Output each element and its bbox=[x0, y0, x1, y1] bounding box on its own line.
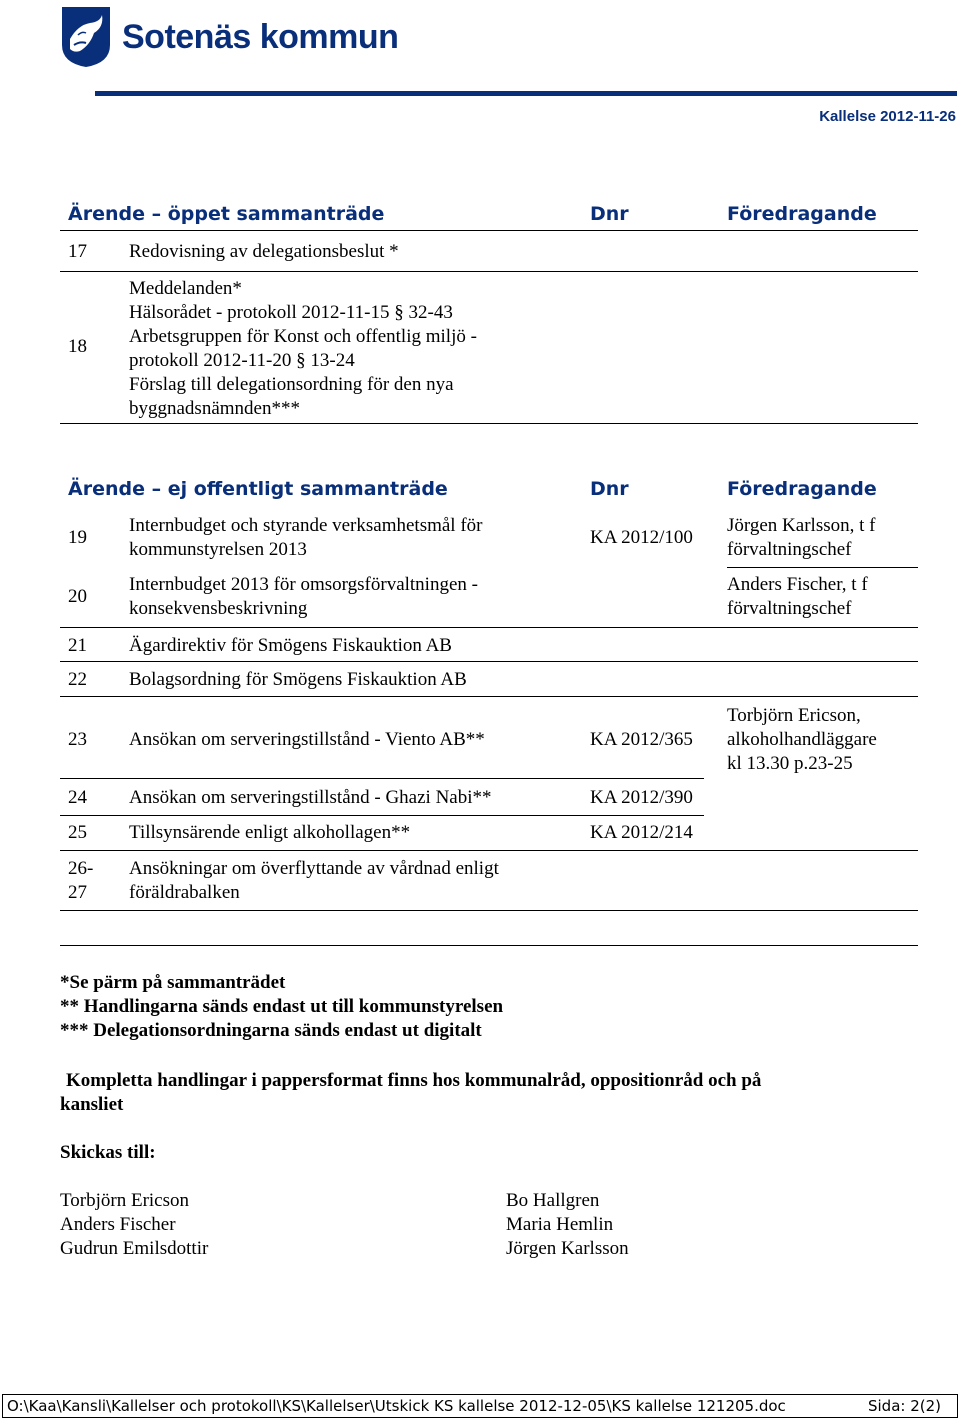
divider bbox=[60, 230, 918, 231]
divider bbox=[60, 850, 918, 851]
title-line: byggnadsnämnden*** bbox=[129, 398, 300, 419]
send-to-heading: Skickas till: bbox=[60, 1142, 156, 1163]
open-dnr-header: Dnr bbox=[590, 203, 629, 225]
title-line: protokoll 2012-11-20 § 13-24 bbox=[129, 350, 355, 371]
item-number: 25 bbox=[68, 822, 87, 843]
title-line: Internbudget och styrande verksamhetsmål för bbox=[129, 515, 483, 536]
title-line: Hälsorådet - protokoll 2012-11-15 § 32-43 bbox=[129, 302, 453, 323]
recipient: Jörgen Karlsson bbox=[506, 1238, 629, 1259]
title-line: föräldrabalken bbox=[129, 882, 240, 903]
divider bbox=[60, 778, 704, 779]
recipient: Torbjörn Ericson bbox=[60, 1190, 190, 1211]
footnote: *** Delegationsordningarna sänds endast ut digitalt bbox=[60, 1020, 482, 1041]
item-number: 17 bbox=[68, 241, 87, 262]
number-line: 27 bbox=[68, 882, 87, 903]
title-line: Internbudget 2013 för omsorgsförvaltningen - bbox=[129, 574, 478, 595]
note-line: kansliet bbox=[60, 1094, 124, 1115]
item-number: 18 bbox=[68, 336, 87, 357]
page-footer bbox=[2, 1394, 958, 1418]
divider bbox=[60, 423, 918, 424]
title-line: konsekvensbeskrivning bbox=[129, 598, 308, 619]
recipient: Bo Hallgren bbox=[506, 1190, 600, 1211]
presenter-line: alkoholhandläggare bbox=[727, 729, 877, 750]
divider bbox=[60, 696, 918, 697]
divider bbox=[727, 567, 918, 568]
item-title bbox=[129, 514, 483, 562]
title-line: Förslag till delegationsordning för den nya bbox=[129, 374, 454, 395]
open-session-heading: Ärende – öppet sammanträde bbox=[68, 203, 385, 225]
footnotes bbox=[60, 971, 503, 1043]
title-line: Meddelanden* bbox=[129, 278, 242, 299]
presenter-line: kl 13.30 p.23-25 bbox=[727, 753, 853, 774]
document-title: Kallelse 2012-11-26 bbox=[819, 108, 956, 125]
item-number: 24 bbox=[68, 787, 87, 808]
title-line: Ansökningar om överflyttande av vårdnad enligt bbox=[129, 858, 499, 879]
recipient: Gudrun Emilsdottir bbox=[60, 1238, 209, 1259]
item-number: 22 bbox=[68, 669, 87, 690]
item-title: Ansökan om serveringstillstånd - Ghazi Nabi** bbox=[129, 787, 492, 808]
closed-presenter-header: Föredragande bbox=[727, 478, 877, 500]
recipient-list-1 bbox=[60, 1189, 208, 1261]
item-title bbox=[129, 277, 477, 421]
item-dnr: KA 2012/390 bbox=[590, 787, 693, 808]
divider bbox=[60, 910, 918, 911]
municipal-shield-icon bbox=[60, 5, 112, 69]
presenter-line: Anders Fischer, t f bbox=[727, 574, 868, 595]
open-presenter-header: Föredragande bbox=[727, 203, 877, 225]
item-title bbox=[129, 573, 478, 621]
item-dnr: KA 2012/214 bbox=[590, 822, 693, 843]
item-dnr: KA 2012/100 bbox=[590, 527, 693, 548]
recipient: Anders Fischer bbox=[60, 1214, 176, 1235]
item-title bbox=[129, 857, 499, 905]
logo-name: Sotenäs kommun bbox=[122, 17, 399, 56]
item-number: 21 bbox=[68, 635, 87, 656]
item-number: 23 bbox=[68, 729, 87, 750]
item-title: Ansökan om serveringstillstånd - Viento AB** bbox=[129, 729, 485, 750]
presenter-line: Torbjörn Ericson, bbox=[727, 705, 861, 726]
item-number bbox=[68, 857, 93, 905]
footnote: ** Handlingarna sänds endast ut till kommunstyrelsen bbox=[60, 996, 504, 1017]
item-dnr: KA 2012/365 bbox=[590, 729, 693, 750]
closed-session-heading: Ärende – ej offentligt sammanträde bbox=[68, 478, 448, 500]
item-presenter bbox=[727, 514, 875, 562]
presenter-line: förvaltningschef bbox=[727, 539, 852, 560]
file-path: O:\Kaa\Kansli\Kallelser och protokoll\KS\Kallelser\Utskick KS kallelse 2012-12-05\KS kallelse 121205.doc bbox=[7, 1397, 786, 1415]
title-line: Arbetsgruppen för Konst och offentlig miljö - bbox=[129, 326, 477, 347]
page-number: Sida: 2(2) bbox=[867, 1397, 941, 1415]
number-line: 26- bbox=[68, 858, 94, 879]
item-title: Bolagsordning för Smögens Fiskauktion AB bbox=[129, 669, 467, 690]
divider bbox=[60, 661, 918, 662]
divider bbox=[60, 627, 918, 628]
recipient: Maria Hemlin bbox=[506, 1214, 614, 1235]
complete-documents-note bbox=[60, 1069, 761, 1117]
logo bbox=[60, 4, 398, 70]
item-presenter bbox=[727, 704, 877, 776]
item-title: Redovisning av delegationsbeslut * bbox=[129, 241, 399, 262]
title-line: kommunstyrelsen 2013 bbox=[129, 539, 307, 560]
divider bbox=[60, 271, 918, 272]
item-number: 20 bbox=[68, 586, 87, 607]
recipient-list-2 bbox=[506, 1189, 629, 1261]
footnote: *Se pärm på sammanträdet bbox=[60, 972, 286, 993]
header-rule bbox=[95, 91, 957, 96]
divider bbox=[60, 945, 918, 946]
item-title: Ägardirektiv för Smögens Fiskauktion AB bbox=[129, 635, 452, 656]
item-number: 19 bbox=[68, 527, 87, 548]
presenter-line: förvaltningschef bbox=[727, 598, 852, 619]
presenter-line: Jörgen Karlsson, t f bbox=[727, 515, 876, 536]
note-line: Kompletta handlingar i pappersformat finns hos kommunalråd, oppositionråd och på bbox=[66, 1070, 762, 1091]
item-presenter bbox=[727, 573, 868, 621]
divider bbox=[60, 815, 704, 816]
closed-dnr-header: Dnr bbox=[590, 478, 629, 500]
item-title: Tillsynsärende enligt alkohollagen** bbox=[129, 822, 411, 843]
